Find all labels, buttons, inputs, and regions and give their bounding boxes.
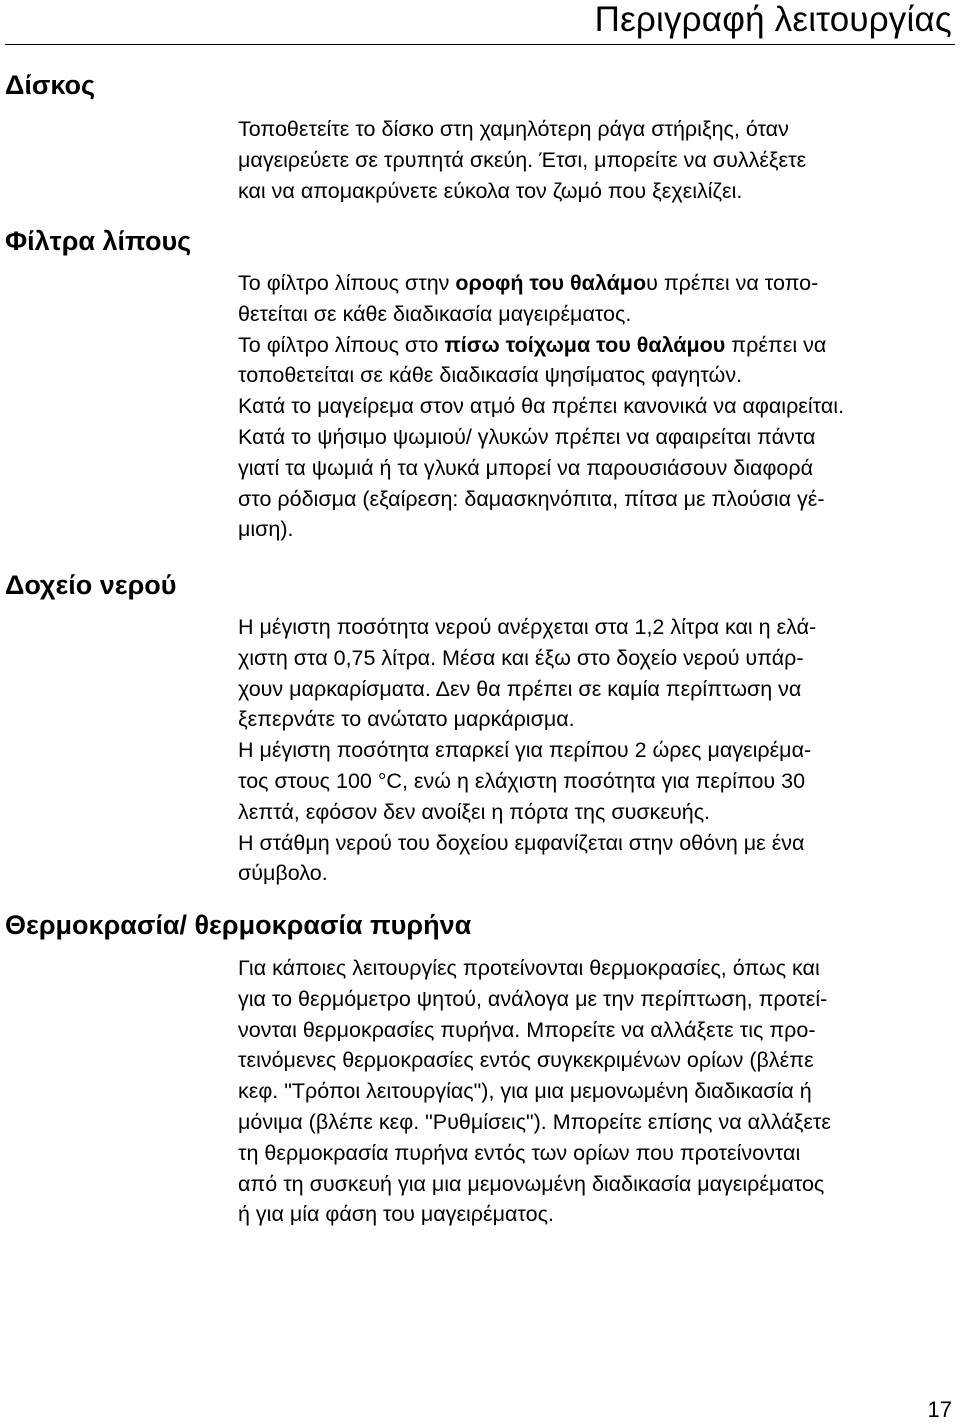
text-line: χουν μαρκαρίσματα. Δεν θα πρέπει σε καμία περίπτωση να xyxy=(238,676,802,701)
text-line: Η στάθμη νερού του δοχείου εμφανίζεται στην οθόνη με ένα xyxy=(238,830,805,855)
text-run: πρέπει να xyxy=(725,332,827,357)
text-line: μιση). xyxy=(238,517,294,542)
text-line: νονται θερμοκρασίες πυρήνα. Μπορείτε να αλλάξετε τις προ- xyxy=(238,1017,816,1042)
text-line: Η μέγιστη ποσότητα επαρκεί για περίπου 2 ώρες μαγειρέμα- xyxy=(238,738,812,763)
text-line: από τη συσκευή για μια μεμονωμένη διαδικασία μαγειρέματος xyxy=(238,1171,825,1196)
text-line: Η μέγιστη ποσότητα νερού ανέρχεται στα 1,2 λίτρα και η ελά- xyxy=(238,615,817,639)
text-line: μόνιμα (βλέπε κεφ. "Ρυθμίσεις"). Μπορείτε επίσης να αλλάξετε xyxy=(238,1109,831,1134)
text-run: Το φίλτρο λίπους στην xyxy=(238,271,456,295)
text-line: τοποθετείται σε κάθε διαδικασία ψησίματος φαγητών. xyxy=(238,363,743,388)
text-line: σύμβολο. xyxy=(238,861,328,886)
page-header-title: Περιγραφή λειτουργίας xyxy=(594,0,952,39)
text-line: Κατά το ψήσιμο ψωμιού/ γλυκών πρέπει να αφαιρείται πάντα xyxy=(238,424,816,449)
temperature-text xyxy=(238,953,948,1230)
text-line: για το θερμόμετρο ψητού, ανάλογα με την περίπτωση, προτεί- xyxy=(238,986,828,1011)
text-line: τη θερμοκρασία πυρήνα εντός των ορίων που προτείνονται xyxy=(238,1140,801,1165)
tray-text xyxy=(238,114,948,206)
text-line: χιστη στα 0,75 λίτρα. Μέσα και έξω στο δοχείο νερού υπάρ- xyxy=(238,645,804,670)
text-line: λεπτά, εφόσον δεν ανοίξει η πόρτα της συσκευής. xyxy=(238,799,711,824)
text-line: τεινόμενες θερμοκρασίες εντός συγκεκριμένων ορίων (βλέπε xyxy=(238,1048,814,1073)
text-line: ξεπερνάτε το ανώτατο μαρκάρισμα. xyxy=(238,707,575,732)
section-heading-tray: Δίσκος xyxy=(5,70,96,100)
section-heading-temperature: Θερμοκρασία/ θερμοκρασία πυρήνα xyxy=(5,910,472,940)
text-line: ή για μία φάση του μαγειρέματος. xyxy=(238,1202,554,1227)
grease-filter-text xyxy=(238,268,948,545)
bold-run: οροφή του θαλάμο xyxy=(455,271,647,295)
bold-run: πίσω τοίχωμα του θαλάμου xyxy=(444,332,726,357)
text-run: υ πρέπει να τοπο- xyxy=(646,271,819,295)
text-line: θετείται σε κάθε διαδικασία μαγειρέματος. xyxy=(238,301,632,326)
water-tank-text xyxy=(238,612,948,889)
page-number: 17 xyxy=(927,1397,952,1422)
header-divider xyxy=(5,44,955,45)
text-line: γιατί τα ψωμιά ή τα γλυκά μπορεί να παρουσιάσουν διαφορά xyxy=(238,455,814,480)
text-line: Για κάποιες λειτουργίες προτείνονται θερμοκρασίες, όπως και xyxy=(238,956,820,980)
text-run: Το φίλτρο λίπους στο xyxy=(238,332,445,357)
text-line: κεφ. "Τρόποι λειτουργίας"), για μια μεμονωμένη διαδικασία ή xyxy=(238,1079,812,1104)
section-heading-water-tank: Δοχείο νερού xyxy=(5,570,177,600)
section-heading-grease-filter: Φίλτρα λίπους xyxy=(5,226,192,256)
text-line: και να απομακρύνετε εύκολα τον ζωμό που ξεχειλίζει. xyxy=(238,178,743,203)
text-line: μαγειρεύετε σε τρυπητά σκεύη. Έτσι, μπορείτε να συλλέξετε xyxy=(238,147,807,172)
text-line: Κατά το μαγείρεμα στον ατμό θα πρέπει κανονικά να αφαιρείται. xyxy=(238,394,845,419)
text-line: Τοποθετείτε το δίσκο στη χαμηλότερη ράγα στήριξης, όταν xyxy=(238,117,789,141)
text-line xyxy=(238,268,948,299)
text-line: τος στους 100 °C, ενώ η ελάχιστη ποσότητα για περίπου 30 xyxy=(238,768,806,793)
text-line: στο ρόδισμα (εξαίρεση: δαμασκηνόπιτα, πίτσα με πλούσια γέ- xyxy=(238,486,825,511)
text-line xyxy=(238,330,948,361)
